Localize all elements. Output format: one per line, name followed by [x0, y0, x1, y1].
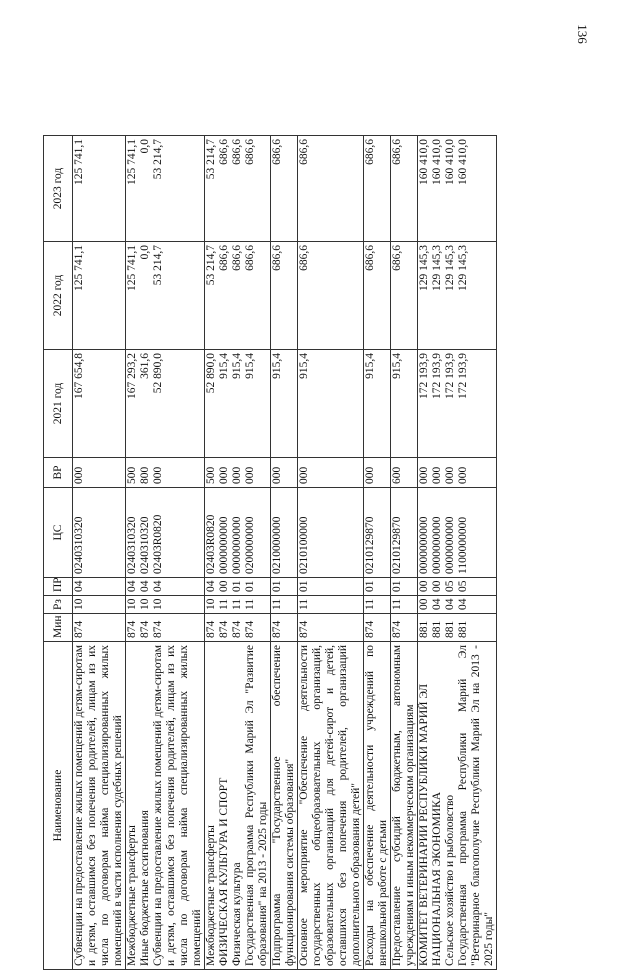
cell-rz: 11: [364, 596, 391, 614]
cell-min: 874: [298, 614, 364, 642]
cell-rz: 10 10 10: [126, 596, 205, 614]
cell-vr: 000 000 000 000: [418, 458, 497, 488]
cell-2022: 53 214,7 686,6 686,6 686,6: [205, 242, 271, 350]
cell-2021: 52 890,0 915,4 915,4 915,4: [205, 350, 271, 458]
cell-2022: 686,6: [271, 242, 298, 350]
cell-2023: 686,6: [298, 136, 364, 242]
cell-2023: 686,6: [364, 136, 391, 242]
cell-2021: 915,4: [298, 350, 364, 458]
budget-table: [43, 135, 497, 970]
cell-rz: 10 11 11 11: [205, 596, 271, 614]
cell-cs: 0210000000: [271, 488, 298, 578]
cell-vr: 000: [364, 458, 391, 488]
cell-2022: 686,6: [298, 242, 364, 350]
table-row: [364, 136, 391, 970]
cell-min: 874: [391, 614, 418, 642]
cell-rz: 11: [298, 596, 364, 614]
cell-vr: 000: [298, 458, 364, 488]
header-min: Мин: [44, 614, 73, 642]
cell-2022: 686,6: [364, 242, 391, 350]
cell-2023: 686,6: [271, 136, 298, 242]
cell-cs: 02403R0820 0000000000 0000000000 0200000000: [205, 488, 271, 578]
cell-name: Межбюджетные трансферты Иные бюджетные ассигнования Субвенции на предоставление жилых помещений детям-сиротам и детям, оставшимся без попечения родителей, лицам из их числа по договорам найма специализированных жилых помещений: [126, 642, 205, 970]
cell-vr: 000: [73, 458, 126, 488]
cell-2022: 686,6: [391, 242, 418, 350]
cell-cs: 0210129870: [364, 488, 391, 578]
cell-2023: 53 214,7 686,6 686,6 686,6: [205, 136, 271, 242]
header-pr: ПР: [44, 578, 73, 596]
cell-cs: 0000000000 0000000000 0000000000 1100000000: [418, 488, 497, 578]
cell-vr: 600: [391, 458, 418, 488]
table-row: [126, 136, 205, 970]
cell-2021: 167 293,2 361,6 52 890,0: [126, 350, 205, 458]
cell-2021: 172 193,9 172 193,9 172 193,9 172 193,9: [418, 350, 497, 458]
cell-2023: 686,6: [391, 136, 418, 242]
cell-vr: 500 000 000 000: [205, 458, 271, 488]
cell-2023: 160 410,0 160 410,0 160 410,0 160 410,0: [418, 136, 497, 242]
cell-name: Субвенции на предоставление жилых помещений детям-сиротам и детям, оставшимся без попечения родителей, лицам из их числа по договорам найма специализированных жилых помещений в части исполнения судебных решений: [73, 642, 126, 970]
header-2023: 2023 год: [44, 136, 73, 242]
header-cs: ЦС: [44, 488, 73, 578]
cell-name: Расходы на обеспечение деятельности учреждений по внешкольной работе с детьми: [364, 642, 391, 970]
page-number: 136: [574, 24, 590, 44]
cell-min: 881 881 881 881: [418, 614, 497, 642]
cell-min: 874 874 874 874: [205, 614, 271, 642]
table-row: [73, 136, 126, 970]
header-2021: 2021 год: [44, 350, 73, 458]
cell-name: Предоставление субсидий бюджетным, автономным учреждениям и иным некоммерческим организациям: [391, 642, 418, 970]
table-row: [391, 136, 418, 970]
budget-sheet: [43, 136, 495, 970]
cell-vr: 500 800 000: [126, 458, 205, 488]
cell-pr: 01: [364, 578, 391, 596]
cell-pr: 00 00 05 05: [418, 578, 497, 596]
cell-2022: 125 741,1 0,0 53 214,7: [126, 242, 205, 350]
cell-name: Подпрограмма "Государственное обеспечение функционирования системы образования": [271, 642, 298, 970]
header-2022: 2022 год: [44, 242, 73, 350]
header-vr: ВР: [44, 458, 73, 488]
cell-2022: 125 741,1: [73, 242, 126, 350]
table-row: [298, 136, 364, 970]
cell-min: 874: [364, 614, 391, 642]
cell-cs: 0210129870: [391, 488, 418, 578]
cell-name: Межбюджетные трансферты ФИЗИЧЕСКАЯ КУЛЬТУРА И СПОРТ Физическая культура Государственная программа Республики Марий Эл "Развитие образования" на 2013 - 2025 годы: [205, 642, 271, 970]
table-row: [205, 136, 271, 970]
cell-pr: 01: [298, 578, 364, 596]
cell-2021: 915,4: [391, 350, 418, 458]
cell-pr: 01: [271, 578, 298, 596]
cell-vr: 000: [271, 458, 298, 488]
cell-min: 874: [271, 614, 298, 642]
table-header-row: [44, 136, 73, 970]
cell-2023: 125 741,1 0,0 53 214,7: [126, 136, 205, 242]
cell-name: Основное мероприятие "Обеспечение деятельности государственных общеобразовательных организаций, образовательных организаций для детей-сирот и детей, оставшихся без попечения родителей, организаций дополнительного образования детей": [298, 642, 364, 970]
cell-min: 874: [73, 614, 126, 642]
cell-min: 874 874 874: [126, 614, 205, 642]
header-name: Наименование: [44, 642, 73, 970]
header-rz: Рз: [44, 596, 73, 614]
cell-cs: 0240310320: [73, 488, 126, 578]
cell-pr: 04 00 01 01: [205, 578, 271, 596]
cell-name: КОМИТЕТ ВЕТЕРИНАРИИ РЕСПУБЛИКИ МАРИЙ ЭЛ НАЦИОНАЛЬНАЯ ЭКОНОМИКА Сельское хозяйство и рыболовство Государственная программа Республики Марий Эл "Ветеринарное благополучие Республики Марий Эл на 2013 - 2025 годы": [418, 642, 497, 970]
cell-rz: 11: [391, 596, 418, 614]
cell-2021: 167 654,8: [73, 350, 126, 458]
cell-pr: 01: [391, 578, 418, 596]
cell-pr: 04 04 04: [126, 578, 205, 596]
cell-2022: 129 145,3 129 145,3 129 145,3 129 145,3: [418, 242, 497, 350]
cell-pr: 04: [73, 578, 126, 596]
table-row: [418, 136, 497, 970]
table-row: [271, 136, 298, 970]
cell-2023: 125 741,1: [73, 136, 126, 242]
cell-2021: 915,4: [364, 350, 391, 458]
cell-rz: 11: [271, 596, 298, 614]
cell-2021: 915,4: [271, 350, 298, 458]
cell-rz: 00 04 04 04: [418, 596, 497, 614]
cell-cs: 0210100000: [298, 488, 364, 578]
cell-cs: 0240310320 0240310320 02403R0820: [126, 488, 205, 578]
cell-rz: 10: [73, 596, 126, 614]
